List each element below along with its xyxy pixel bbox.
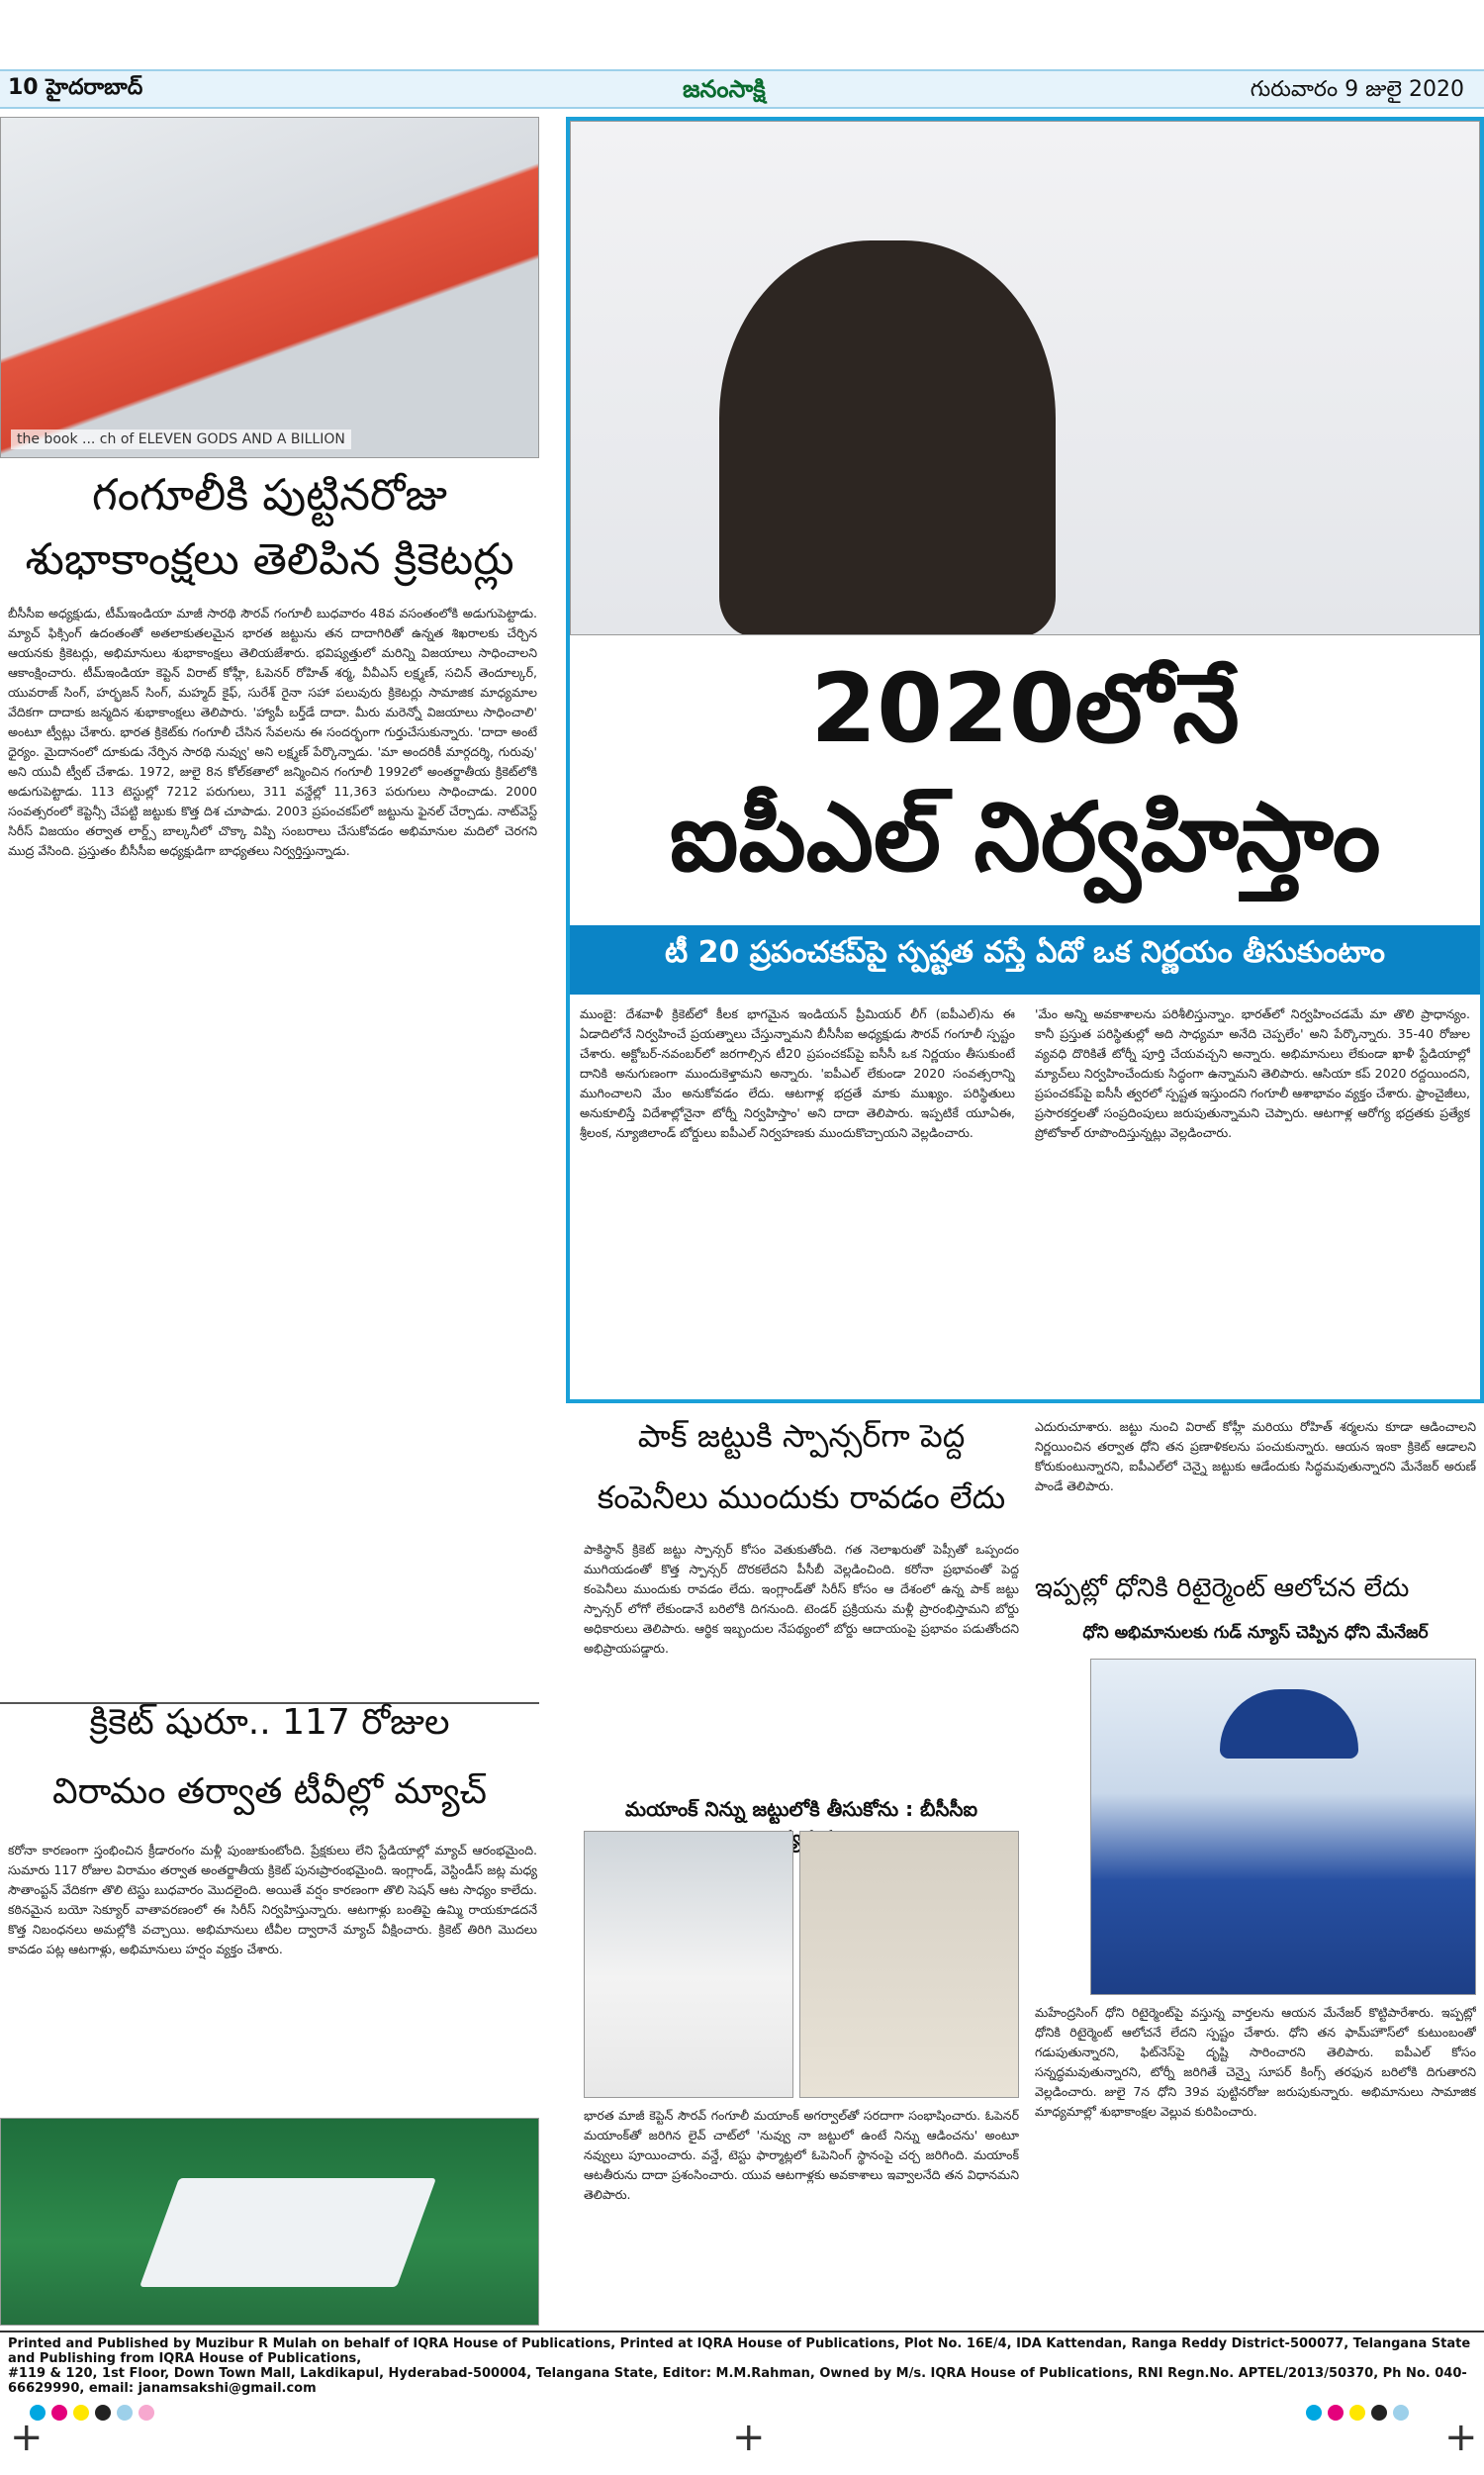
story2-body: కరోనా కారణంగా స్తంభించిన క్రీడారంగం మళ్లీ పుంజుకుంటోంది. ప్రేక్షకులు లేని స్టేడియాల్లో మ్యాచ్ ఆరంభమైంది. సుమారు 117 రోజుల విరామం తర్వాత అంతర్జాతీయ క్రికెట్ పునఃప్రారంభమైంది. ఇంగ్లాండ్, వెస్టిండీస్ జట్ల మధ్య సౌతాంప్టన్ వేదికగా తొలి టెస్టు బుధవారం మొదలైంది. అయితే వర్షం కారణంగా తొలి సెషన్ ఆట సాధ్యం కాలేదు. కఠినమైన బయో సెక్యూర్ వాతావరణంలో ఈ సిరీస్ నిర్వహిస్తున్నారు. ఆటగాళ్లు బంతిపై ఉమ్మి రాయకూడదనే కొత్త నిబంధనలు అమల్లోకి వచ్చాయి. అభిమానులు టీవీల ద్వారానే మ్యాచ్ వీక్షించారు. క్రికెట్ తిరిగి మొదలు కావడం పట్ల ఆటగాళ్లు, అభిమానులు హర్షం వ్యక్తం చేశారు. xyxy=(8,1843,537,1956)
dhoni-photo xyxy=(1090,1659,1476,1995)
registration-mark xyxy=(139,2405,154,2421)
story4-body-top: ఎదురుచూశారు. జట్టు నుంచి విరాట్ కోహ్లీ మరియు రోహిత్ శర్మలను కూడా ఆడించాలని నిర్ణయించిన తర్వాత ధోని తన ప్రణాళికలను పంచుకున్నారు. ఆయన ఇంకా క్రికెట్ ఆడాలని కోరుకుంటున్నారని, ఐపీఎల్‌లో చెన్నై జట్టుకు ఆడేందుకు సిద్ధమవుతున్నారని మేనేజర్ అరుణ్ పాండే తెలిపారు. xyxy=(1035,1419,1476,1493)
story3-headline-line1: పాక్ జట్టుకి స్పాన్సర్‌గా పెద్ద xyxy=(637,1417,966,1455)
blue-cap xyxy=(1220,1689,1358,1759)
story3-body: పాకిస్థాన్ క్రికెట్ జట్టు స్పాన్సర్ కోసం వెతుకుతోంది. గత నెలాఖరుతో పెప్సీతో ఒప్పందం ముగియడంతో కొత్త స్పాన్సర్ దొరకలేదని పీసీబీ వెల్లడించింది. కరోనా ప్రభావంతో పెద్ద కంపెనీలు ముందుకు రావడం లేదు. ఇంగ్లాండ్‌తో సిరీస్ కోసం ఆ దేశంలో ఉన్న పాక్ జట్టు స్పాన్సర్ లోగో లేకుండానే బరిలోకి దిగనుంది. టెండర్ ప్రక్రియను మళ్లీ ప్రారంభిస్తామని బోర్డు అధికారులు తెలిపారు. ఆర్థిక ఇబ్బందుల నేపథ్యంలో బోర్డు ఆదాయంపై ప్రభావం పడుతోందని అభిప్రాయపడ్డారు. xyxy=(584,1542,1019,1656)
ganguly-press-photo xyxy=(570,121,1480,635)
story4-subhead: ధోని అభిమానులకు గుడ్ న్యూస్ చెప్పిన ధోని మేనేజర్ xyxy=(1082,1623,1429,1643)
registration-mark xyxy=(95,2405,111,2421)
story1-headline-line1: గంగూలీకి పుట్టినరోజు xyxy=(92,470,447,521)
story1-headline-line2: శుభాకాంక్షలు తెలిపిన క్రికెటర్లు xyxy=(25,534,514,585)
registration-mark xyxy=(1306,2405,1322,2421)
story4-body: మహేంద్రసింగ్ ధోని రిటైర్మెంట్‌పై వస్తున్న వార్తలను ఆయన మేనేజర్ కొట్టిపారేశారు. ఇప్పట్లో ధోనికి రిటైర్మెంట్ ఆలోచనే లేదని స్పష్టం చేశారు. ధోని తన ఫామ్‌హౌస్‌లో కుటుంబంతో గడుపుతున్నారని, ఫిట్‌నెస్‌పై దృష్టి సారించారని తెలిపారు. ఐపీఎల్ కోసం సన్నద్ధమవుతున్నారని, టోర్నీ జరిగితే చెన్నై సూపర్ కింగ్స్ తరఫున బరిలోకి దిగుతారని వెల్లడించారు. జులై 7న ధోని 39వ పుట్టినరోజు జరుపుకున్నారు. అభిమానులు సామాజిక మాధ్యమాల్లో శుభాకాంక్షల వెల్లువ కురిపించారు. xyxy=(1035,2005,1476,2119)
speaker-figure xyxy=(719,240,1056,635)
registration-mark xyxy=(1393,2405,1409,2421)
page-number: 10 హైదరాబాద్ xyxy=(8,75,143,100)
lead-body-col2: 'మేం అన్ని అవకాశాలను పరిశీలిస్తున్నాం. భారత్‌లో నిర్వహించడమే మా తొలి ప్రాధాన్యం. కానీ ప్రస్తుత పరిస్థితుల్లో అది సాధ్యమా అనేది చెప్పలేం' అని పేర్కొన్నారు. 35-40 రోజుల వ్యవధి దొరికితే టోర్నీ పూర్తి చేయవచ్చని అన్నారు. అభిమానులు లేకుండా ఖాళీ స్టేడియాల్లో మ్యాచ్‌లు నిర్వహించేందుకు సిద్ధంగా ఉన్నామని తెలిపారు. ఆసియా కప్ 2020 రద్దయిందని, ప్రపంచకప్‌పై ఐసీసీ త్వరలో స్పష్టత ఇస్తుందని గంగూలీ ఆశాభావం వ్యక్తం చేశారు. ఫ్రాంచైజీలు, ప్రసారకర్తలతో సంప్రదింపులు జరుపుతున్నామని చెప్పారు. ఆటగాళ్ల ఆరోగ్య భద్రతకు ప్రత్యేక ప్రోటోకాల్ రూపొందిస్తున్నట్లు వెల్లడించారు. xyxy=(1035,1006,1470,1140)
crop-cross-icon: + xyxy=(732,2415,766,2460)
ganguly-photo xyxy=(799,1831,1019,2098)
story5-body: భారత మాజీ కెప్టెన్ సౌరవ్ గంగూలీ మయాంక్ అగర్వాల్‌తో సరదాగా సంభాషించారు. ఓపెనర్ మయాంక్‌తో జరిగిన లైవ్ చాట్‌లో 'నువ్వు నా జట్టులో ఉంటే నిన్ను ఆడించను' అంటూ నవ్వులు పూయించారు. వన్డే, టెస్టు ఫార్మాట్లలో ఓపెనింగ్ స్థానంపై చర్చ జరిగింది. మయాంక్ ఆటతీరును దాదా ప్రశంసించారు. యువ ఆటగాళ్లకు అవకాశాలు ఇవ్వాలనేది తన విధానమని తెలిపారు. xyxy=(584,2108,1019,2202)
registration-mark xyxy=(1349,2405,1365,2421)
masthead-logo: జనంసాక్షి xyxy=(683,75,766,103)
crop-cross-icon: + xyxy=(10,2415,44,2460)
imprint-line1: Printed and Published by Muzibur R Mulah on behalf of IQRA House of Publications, Printed at IQRA House of Publications, Plot No. 16E/4, IDA Kattendan, Ranga Reddy District-500077, Telangana State and Publishing from IQRA House of Publications, xyxy=(8,2336,1471,2366)
lead-body-col1: ముంబై: దేశవాళీ క్రికెట్‌లో కీలక భాగమైన ఇండియన్ ప్రీమియర్ లీగ్‌ (ఐపీఎల్)ను ఈ ఏడాదిలోనే నిర్వహించే ప్రయత్నాలు చేస్తున్నామని బీసీసీఐ అధ్యక్షుడు సౌరవ్ గంగూలీ స్పష్టం చేశారు. అక్టోబర్-నవంబర్‌లో జరగాల్సిన టీ20 ప్రపంచకప్‌పై ఐసీసీ ఒక నిర్ణయం తీసుకుంటే దానికి అనుగుణంగా ముందుకెళ్తామని అన్నారు. 'ఐపీఎల్ లేకుండా 2020 సంవత్సరాన్ని ముగించాలని మేం అనుకోవడం లేదు. ఆటగాళ్ల భద్రతే మాకు ముఖ్యం. పరిస్థితులు అనుకూలిస్తే విదేశాల్లోనైనా టోర్నీ నిర్వహిస్తాం' అని దాదా తెలిపారు. ఇప్పటికే యూఏఈ, శ్రీలంక, న్యూజిలాండ్ బోర్డులు ఐపీఎల్ నిర్వహణకు ముందుకొచ్చాయని వెల్లడించారు. xyxy=(580,1006,1015,1140)
crop-cross-icon: + xyxy=(1444,2415,1478,2460)
page-header xyxy=(0,69,1484,109)
story2-headline-line1: క్రికెట్ షురూ.. 117 రోజుల xyxy=(89,1702,450,1743)
lead-headline-line2: ఐపీఎల్ నిర్వహిస్తాం xyxy=(669,782,1381,893)
registration-mark xyxy=(117,2405,133,2421)
lead-banner: టీ 20 ప్రపంచకప్‌పై స్పష్టత వస్తే ఏదో ఒక నిర్ణయం తీసుకుంటాం xyxy=(570,925,1480,995)
ground-covers-photo xyxy=(0,2118,539,2326)
story4-headline: ఇప్పట్లో ధోనికి రిటైర్మెంట్ ఆలోచన లేదు xyxy=(1035,1573,1410,1603)
mayank-photo xyxy=(584,1831,793,2098)
imprint-line2: #119 & 120, 1st Floor, Down Town Mall, Lakdikapul, Hyderabad-500004, Telangana State, Editor: M.M.Rahman, Owned by M/s. IQRA House of Publications, RNI Regn.No. APTEL/2013/50370, Ph No. 040-66629990, email: janamsakshi@gmail.com xyxy=(8,2366,1467,2396)
photo-backdrop-text: the book ... ch of ELEVEN GODS AND A BILLION xyxy=(11,429,351,449)
story5-headline: మయాంక్ నిన్ను జట్టులోకి తీసుకోను : బీసీసీఐ xyxy=(624,1797,978,1821)
birthday-cake-photo xyxy=(0,117,539,458)
issue-date: గురువారం 9 జులై 2020 xyxy=(1250,77,1464,102)
story2-headline-line2: విరామం తర్వాత టీవీల్లో మ్యాచ్ xyxy=(51,1771,488,1812)
registration-mark xyxy=(51,2405,67,2421)
lead-headline-line1: 2020లోనే xyxy=(810,653,1240,764)
story1-body: బీసీసీఐ అధ్యక్షుడు, టీమ్‌ఇండియా మాజీ సారథి సౌరవ్ గంగూలీ బుధవారం 48వ వసంతంలోకి అడుగుపెట్టాడు. మ్యాచ్ ఫిక్సింగ్ ఉదంతంతో అతలాకుతలమైన భారత జట్టును తన దాదాగిరితో ఉన్నత శిఖరాలకు చేర్చిన ఆయనకు క్రికెటర్లు, అభిమానులు శుభాకాంక్షలు తెలియజేశారు. భవిష్యత్తులో మరిన్ని విజయాలు సాధించాలని ఆకాంక్షించారు. టీమ్‌ఇండియా కెప్టెన్ విరాట్ కోహ్లీ, ఓపెనర్ రోహిత్ శర్మ, వీవీఎస్ లక్ష్మణ్, సచిన్ తెందూల్కర్, యువరాజ్ సింగ్, హర్భజన్ సింగ్, మహ్మద్ కైఫ్, సురేశ్ రైనా సహా పలువురు క్రికెటర్లు సామాజిక మాధ్యమాల వేదికగా దాదాకు జన్మదిన శుభాకాంక్షలు తెలిపారు. 'హ్యాపీ బర్త్‌డే దాదా. మీరు మరెన్నో విజయాలు సాధించాలి' అంటూ ట్వీట్లు చేశారు. భారత క్రికెట్‌కు గంగూలీ చేసిన సేవలను ఈ సందర్భంగా గుర్తుచేసుకున్నారు. 'దాదా అంటే ధైర్యం. మైదానంలో దూకుడు నేర్పిన సారథి నువ్వు' అని లక్ష్మణ్ పేర్కొన్నాడు. 'మా అందరికీ మార్గదర్శి, గురువు' అని యువీ ట్వీట్ చేశాడు. 1972, జులై 8న కోల్‌కతాలో జన్మించిన గంగూలీ 1992లో అంతర్జాతీయ క్రికెట్‌లోకి అడుగుపెట్టాడు. 113 టెస్టుల్లో 7212 పరుగులు, 311 వన్డేల్లో 11,363 పరుగులు సాధించాడు. 2000 సంవత్సరంలో కెప్టెన్సీ చేపట్టి జట్టుకు కొత్త దిశ చూపాడు. 2003 ప్రపంచకప్‌లో జట్టును ఫైనల్ చేర్చాడు. నాట్‌వెస్ట్ సిరీస్ విజయం తర్వాత లార్డ్స్ బాల్కనీలో చొక్కా విప్పి సంబరాలు చేసుకోవడం అభిమానుల మదిలో చెరగని ముద్ర వేసింది. ప్రస్తుతం బీసీసీఐ అధ్యక్షుడిగా బాధ్యతలు నిర్వర్తిస్తున్నాడు. xyxy=(8,606,537,858)
pitch-covers xyxy=(139,2178,436,2287)
story3-headline-line2: కంపెనీలు ముందుకు రావడం లేదు xyxy=(597,1478,1006,1516)
registration-mark xyxy=(1371,2405,1387,2421)
registration-mark xyxy=(1328,2405,1344,2421)
imprint-footer xyxy=(0,2331,1484,2396)
registration-mark xyxy=(73,2405,89,2421)
